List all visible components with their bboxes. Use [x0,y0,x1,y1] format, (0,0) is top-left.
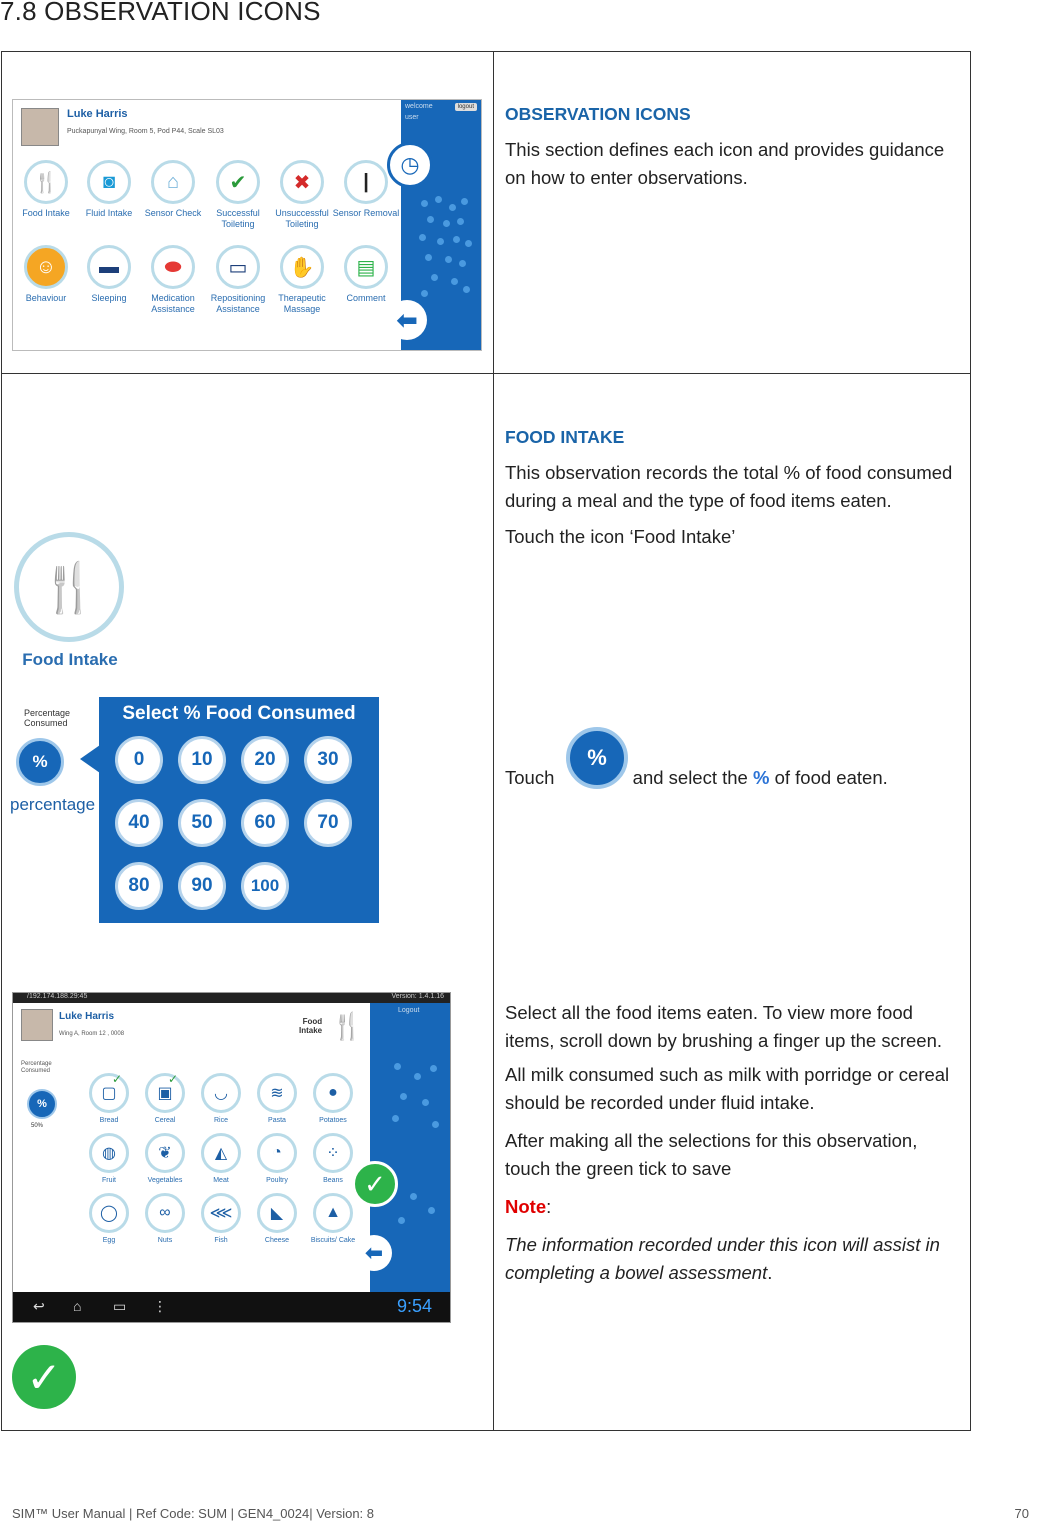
header-line: Food [302,1017,323,1026]
toilet-success-icon[interactable]: ✔ [216,160,260,204]
pattern-dot [465,240,472,247]
food-item-label: Cheese [264,1237,290,1244]
percentage-consumed-label [21,1061,52,1075]
pct-label-line: Consumed [21,1068,51,1074]
food-item-label: Meat [213,1177,229,1184]
pattern-dot [463,286,470,293]
cereal-icon[interactable]: ▣ [145,1073,185,1113]
pattern-dot [437,238,444,245]
pct-option-button[interactable]: 30 [304,736,352,784]
back-nav-icon[interactable]: ↩ [33,1298,45,1314]
pct-label-line: Consumed [24,718,68,728]
logout-link[interactable]: Logout [398,1007,420,1014]
note-label: Note [505,1196,547,1217]
icon-label: Repositioning Assistance [210,293,266,314]
pattern-dot [392,1115,399,1122]
pct-label-line: Percentage [21,1061,52,1067]
logout-button[interactable]: logout [455,103,477,111]
icon-label: Fluid Intake [85,208,133,218]
back-arrow-icon[interactable]: ⬅ [387,300,427,340]
note-colon: : [546,1196,552,1217]
food-item-label: Potatoes [319,1117,347,1124]
toilet-fail-icon[interactable]: ✖ [280,160,324,204]
comment-icon[interactable]: ▤ [344,245,388,289]
section-heading: OBSERVATION ICONS [505,104,691,124]
icon-label: Sensor Check [144,208,202,218]
sensor-icon[interactable]: ⌂ [151,160,195,204]
pct-option-button[interactable]: 90 [178,862,226,910]
touch-middle: and select the [632,767,748,788]
food-item-label: Pasta [268,1117,286,1124]
side-panel [396,100,481,350]
user-label: user [405,114,419,121]
fruit-icon[interactable]: ◍ [89,1133,129,1173]
food-item-label: Bread [99,1117,119,1124]
touch-icon-instruction: Touch the icon ‘Food Intake’ [505,526,736,547]
pct-option-button[interactable]: 60 [241,799,289,847]
food-item-label: Beans [323,1177,343,1184]
pattern-dot [410,1193,417,1200]
footer-text: SIM™ User Manual | Ref Code: SUM | GEN4_0024| Version: 8 [12,1506,375,1521]
icon-label: Behaviour [25,293,67,303]
icon-label: Sensor Removal [332,208,400,218]
food-item-label: Fish [214,1237,228,1244]
food-item-label: Egg [102,1237,116,1244]
note-period: . [767,1262,773,1283]
food-item-label: Fruit [102,1177,116,1184]
icon-label: Comment [346,293,386,303]
pattern-dot [431,274,438,281]
pattern-dot [432,1121,439,1128]
pattern-dot [419,234,426,241]
pattern-dot [414,1073,421,1080]
home-nav-icon[interactable]: ⌂ [73,1298,82,1314]
note-heading [505,1193,960,1221]
column-divider [493,52,494,1430]
potatoes-icon[interactable]: ● [313,1073,353,1113]
cheese-icon[interactable]: ◣ [257,1193,297,1233]
save-instruction: After making all the selections for this observation, touch the green tick to save [505,1130,918,1179]
status-left: /192.174.188.29:45 [27,993,88,1000]
select-items-instruction: Select all the food items eaten. To view more food items, scroll down by brushing a finger up the screen. [505,1002,943,1051]
save-tick-button[interactable]: ✓ [352,1161,398,1207]
select-percentage-panel [99,697,379,923]
selected-check-icon: ✓ [167,1072,179,1086]
bread-icon[interactable]: ▢ [89,1073,129,1113]
bed-icon[interactable]: ▬ [87,245,131,289]
section2-instructions [505,999,960,1287]
pattern-dot [398,1217,405,1224]
food-item-label: Biscuits/ Cake [310,1237,356,1244]
select-panel-title: Select % Food Consumed [122,703,356,724]
section-body: This section defines each icon and provides guidance on how to enter observations. [505,139,945,188]
avatar [21,1009,53,1041]
pattern-dot [400,1093,407,1100]
percentage-consumed-label [24,708,70,728]
pattern-dot [422,1099,429,1106]
pattern-dot [457,218,464,225]
selected-check-icon: ✓ [111,1072,123,1086]
pct-option-button[interactable]: 20 [241,736,289,784]
icon-label: Food Intake [22,208,70,218]
pattern-dot [445,256,452,263]
pattern-dot [430,1065,437,1072]
green-tick-icon: ✓ [12,1345,76,1409]
avatar [21,108,59,146]
pattern-dot [451,278,458,285]
percentage-icon-inline [566,727,628,789]
percentage-icon-text: % [37,1098,47,1110]
section1-text [505,100,960,192]
percentage-icon-text: % [32,752,48,771]
meat-icon[interactable]: ◭ [201,1133,241,1173]
welcome-label: welcome [405,103,433,110]
food-intake-screen-screenshot [12,992,451,1323]
history-clock-icon[interactable]: ◷ [387,142,433,188]
glass-icon[interactable]: ◙ [87,160,131,204]
note-paragraph [505,1231,960,1287]
reposition-icon[interactable]: ▭ [216,245,260,289]
clock-time: 9:54 [396,1296,432,1316]
status-bar [13,993,450,1003]
pct-label-line: Percentage [24,708,71,718]
pct-option-button[interactable]: 70 [304,799,352,847]
face-icon[interactable]: ☺ [24,245,68,289]
callout-arrow [80,745,100,773]
percentage-caption: percentage [10,795,96,814]
pattern-dot [421,200,428,207]
fork-knife-icon: 🍴 [331,1011,364,1041]
food-item-label: Cereal [154,1117,176,1124]
back-arrow-icon[interactable]: ⬅ [356,1235,392,1271]
screen-header-label [299,1017,322,1035]
touch-suffix: of food eaten. [774,767,888,788]
section-heading: FOOD INTAKE [505,427,625,447]
section2-text [505,423,960,551]
pattern-dot [427,216,434,223]
percentage-icon[interactable] [27,1089,57,1119]
fork-knife-icon[interactable]: 🍴 [24,160,68,204]
vegetables-icon[interactable]: ❦ [145,1133,185,1173]
icon-label: Therapeutic Massage [278,293,326,314]
percentage-icon[interactable] [16,738,64,786]
biscuits-cake-icon[interactable]: ▲ [313,1193,353,1233]
food-item-label: Vegetables [147,1177,183,1184]
pattern-dot [461,198,468,205]
page-number: 70 [1014,1506,1029,1521]
pct-option-button[interactable]: 80 [115,862,163,910]
egg-icon[interactable]: ◯ [89,1193,129,1233]
note-text: The information recorded under this icon will assist in completing a bowel assessment [505,1234,940,1283]
icon-label: Medication Assistance [151,293,195,314]
pct-option-button[interactable]: 40 [115,799,163,847]
fish-icon[interactable]: ⋘ [201,1193,241,1233]
pattern-dot [435,196,442,203]
milk-instruction: All milk consumed such as milk with porridge or cereal should be recorded under fluid intake. [505,1064,950,1113]
recent-apps-icon[interactable]: ▭ [113,1298,127,1314]
side-panel [364,1003,450,1293]
pattern-dot [449,204,456,211]
icon-label: Successful Toileting [216,208,260,229]
pct-option-button[interactable]: 10 [178,736,226,784]
page-title: 7.8 OBSERVATION ICONS [0,0,321,26]
pattern-dot [453,236,460,243]
icon-label: Sleeping [91,293,127,303]
touch-prefix: Touch [505,767,555,788]
percentage-icon-text: % [587,745,607,770]
nuts-icon[interactable]: ∞ [145,1193,185,1233]
beans-icon[interactable]: ⁘ [313,1133,353,1173]
food-intake-description: This observation records the total % of food consumed during a meal and the type of food items eaten. [505,462,953,511]
sensor-removal-icon[interactable]: | [344,160,388,204]
percent-highlight: % [753,767,770,788]
food-item-label: Nuts [157,1237,173,1244]
resident-location: Puckapunyal Wing, Room 5, Pod P44, Scale SL03 [67,128,224,135]
pill-icon[interactable]: ⬬ [151,245,195,289]
food-item-label: Poultry [266,1177,288,1184]
observation-screen-screenshot [12,99,482,351]
menu-icon[interactable]: ⋮ [153,1298,167,1314]
percentage-value: 50% [31,1123,44,1129]
poultry-icon[interactable]: ◔ [257,1133,297,1173]
pattern-dot [425,254,432,261]
resident-name: Luke Harris [67,108,128,120]
hand-icon[interactable]: ✋ [280,245,324,289]
pattern-dot [443,220,450,227]
rice-icon[interactable]: ◡ [201,1073,241,1113]
android-nav-bar [13,1292,450,1322]
pattern-dot [428,1207,435,1214]
resident-location: Wing A, Room 12 , 0008 [59,1031,125,1037]
pct-option-button[interactable]: 0 [115,736,163,784]
pattern-dot [459,260,466,267]
food-item-label: Rice [213,1117,228,1124]
status-right: Version: 1.4.1.16 [391,993,444,1000]
pct-option-button[interactable]: 100 [241,862,289,910]
pattern-dot [421,290,428,297]
pasta-icon[interactable]: ≋ [257,1073,297,1113]
pct-option-button[interactable]: 50 [178,799,226,847]
pattern-dot [394,1063,401,1070]
resident-name: Luke Harris [59,1011,115,1022]
header-line: Intake [299,1026,323,1035]
row-divider [2,373,970,374]
food-intake-icon: 🍴 [14,532,124,642]
icon-label: Unsuccessful Toileting [275,208,329,229]
food-intake-icon-label: Food Intake [22,650,118,669]
